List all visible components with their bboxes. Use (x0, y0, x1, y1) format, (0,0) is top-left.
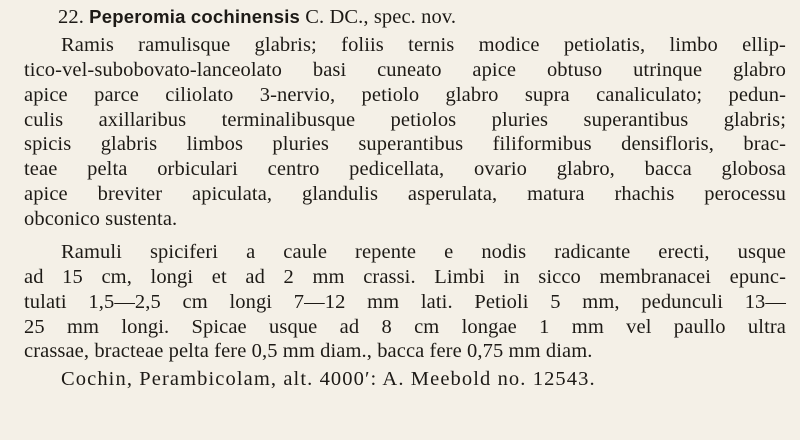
description-line: obconico sustenta. (24, 208, 178, 230)
notes-line: tulati 1,5—2,5 cm longi 7—12 mm lati. Petioli 5 mm, pedunculi 13— (24, 291, 786, 313)
description-line: spicis glabris limbos pluries superantibus filiformibus densifloris, brac- (24, 133, 786, 155)
locality-line: Cochin, Perambicolam, alt. 4000′: A. Meebold no. 12543. (61, 368, 596, 390)
description-line: apice breviter apiculata, glandulis asperulata, matura rhachis perocessu (24, 183, 786, 205)
description-line: culis axillaribus terminalibusque petiolos pluries superantibus glabris; (24, 109, 786, 131)
notes-line: crassae, bracteae pelta fere 0,5 mm diam., bacca fere 0,75 mm diam. (24, 340, 593, 362)
species-heading (58, 4, 456, 30)
notes-line: 25 mm longi. Spicae usque ad 8 cm longae 1 mm vel paullo ultra (24, 316, 786, 338)
description-line: teae pelta orbiculari centro pedicellata, ovario glabro, bacca globosa (24, 158, 786, 180)
description-line: Ramis ramulisque glabris; foliis ternis modice petiolatis, limbo ellip- (61, 34, 786, 56)
notes-line: ad 15 cm, longi et ad 2 mm crassi. Limbi in sicco membranacei epunc- (24, 266, 786, 288)
description-line: apice parce ciliolato 3-nervio, petiolo glabro supra canaliculato; pedun- (24, 84, 786, 106)
description-line: tico-vel-subobovato-lanceolato basi cuneato apice obtuso utrinque glabro (24, 59, 786, 81)
species-number: 22. (58, 6, 84, 28)
species-author-status: C. DC., spec. nov. (305, 6, 457, 28)
species-name: Peperomia cochinensis (89, 6, 301, 27)
notes-line: Ramuli spiciferi a caule repente e nodis radicante erecti, usque (61, 241, 786, 263)
